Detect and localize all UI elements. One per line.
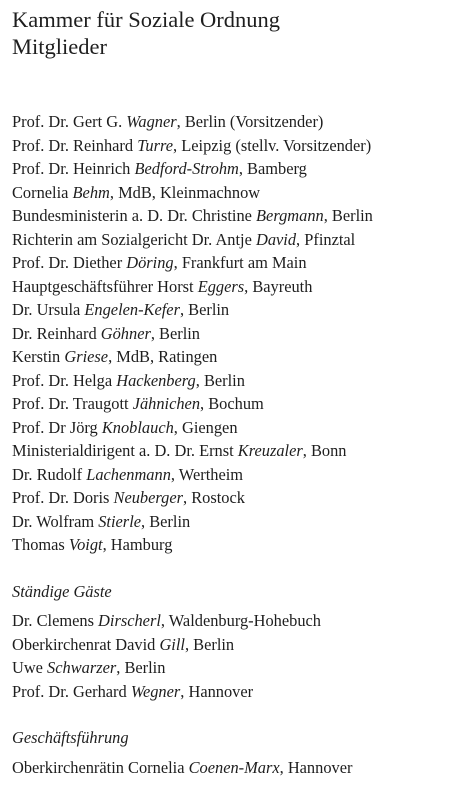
list-item [12,392,472,416]
person-title: Dr. Rudolf [12,464,87,484]
person-surname: Griese [64,347,109,366]
person-title: Prof. Dr. Heinrich [12,159,135,178]
person-surname: Neuberger [113,488,184,507]
person-title: Richterin am Sozialgericht Dr. Antje [12,229,256,249]
list-item [12,134,472,158]
person-title: Prof. Dr. Doris [12,488,114,507]
management-list [12,756,472,780]
list-item [12,680,472,704]
list-item [12,510,472,534]
person-surname: Bergmann [256,206,324,225]
guests-list [12,609,472,703]
person-title: Prof. Dr Jörg [12,417,102,437]
person-location: , MdB, Kleinmachnow [109,182,261,202]
person-location: , MdB, Ratingen [108,347,218,366]
person-title: Prof. Dr. Reinhard [12,135,138,155]
person-surname: Lachenmann [86,464,171,484]
person-location: , Bamberg [238,159,307,178]
person-title: Dr. Reinhard [12,323,101,343]
person-location: , Giengen [173,417,238,437]
list-item [12,110,472,134]
list-item [12,181,472,205]
document-title [12,6,472,60]
person-title: Prof. Dr. Gerhard [12,681,131,701]
person-surname: Schwarzer [47,658,117,677]
person-location: , Pfinztal [296,229,356,249]
person-location: , Frankfurt am Main [173,253,307,272]
person-location: , Hamburg [102,535,173,554]
person-surname: Dirscherl [98,611,161,630]
person-location: , Hannover [180,681,254,701]
person-location: , Bonn [302,441,347,460]
title-line-2: Mitglieder [12,34,107,59]
person-location: , Bochum [200,394,264,413]
person-location: , Bayreuth [244,276,313,296]
person-surname: Stierle [98,511,142,531]
person-location: , Leipzig (stellv. Vorsitzender) [173,135,372,155]
person-title: Oberkirchenrat David [12,634,160,654]
list-item [12,345,472,369]
person-surname: Knoblauch [101,417,174,437]
list-item [12,439,472,463]
person-title: Dr. Ursula [12,300,85,319]
person-title: Cornelia [12,182,73,202]
person-surname: Engelen-Kefer [84,300,180,319]
person-surname: Voigt [68,535,103,554]
title-line-1: Kammer für Soziale Ordnung [12,7,281,32]
person-location: , Wertheim [170,464,244,484]
list-item [12,756,472,780]
person-surname: Behm [72,182,110,202]
person-location: , Berlin [179,300,230,319]
person-surname: Wegner [130,681,181,701]
list-item [12,633,472,657]
person-surname: Coenen-Marx [188,757,280,777]
person-location: , Hannover [279,757,353,777]
person-title: Hauptgeschäftsführer Horst [12,276,198,296]
person-surname: Göhner [100,323,151,343]
person-surname: Turre [137,135,174,155]
person-location: , Berlin [323,206,373,225]
list-item [12,298,472,322]
person-location: , Rostock [183,488,245,507]
list-item [12,609,472,633]
management-heading: Geschäftsführung [12,728,129,747]
list-item [12,486,472,510]
list-item [12,204,472,228]
person-title: Bundesministerin a. D. Dr. Christine [12,206,257,225]
person-surname: Hackenberg [116,370,196,390]
person-surname: Gill [159,634,185,654]
person-title: Dr. Clemens [12,611,99,630]
list-item [12,369,472,393]
person-location: , Berlin [150,323,201,343]
list-item [12,533,472,557]
members-list [12,110,472,557]
person-surname: Wagner [126,112,177,131]
person-title: Prof. Dr. Helga [12,370,117,390]
person-location: , Berlin [195,370,245,390]
person-surname: Döring [126,253,174,272]
list-item [12,157,472,181]
list-item [12,656,472,680]
person-location: , Berlin [141,511,191,531]
person-surname: Bedford-Strohm [134,159,239,178]
person-location: , Berlin [184,634,235,654]
person-title: Thomas [12,535,69,554]
person-title: Kerstin [12,347,65,366]
person-surname: Jähnichen [132,394,201,413]
person-surname: Eggers [197,276,245,296]
list-item [12,416,472,440]
list-item [12,228,472,252]
person-surname: Kreuzaler [237,441,303,460]
person-title: Ministerialdirigent a. D. Dr. Ernst [12,441,238,460]
person-surname: David [255,229,297,249]
person-title: Dr. Wolfram [12,511,99,531]
guests-heading: Ständige Gäste [12,581,112,601]
list-item [12,322,472,346]
list-item [12,251,472,275]
list-item [12,275,472,299]
person-title: Prof. Dr. Traugott [12,394,133,413]
document-page [12,6,472,779]
person-title: Prof. Dr. Gert G. [12,112,127,131]
person-title: Uwe [12,658,48,677]
person-title: Prof. Dr. Diether [12,253,127,272]
list-item [12,463,472,487]
person-title: Oberkirchenrätin Cornelia [12,757,189,777]
person-location: , Berlin (Vorsitzender) [176,112,324,131]
person-location: , Berlin [116,658,166,677]
person-location: , Waldenburg-Hohebuch [160,611,321,630]
